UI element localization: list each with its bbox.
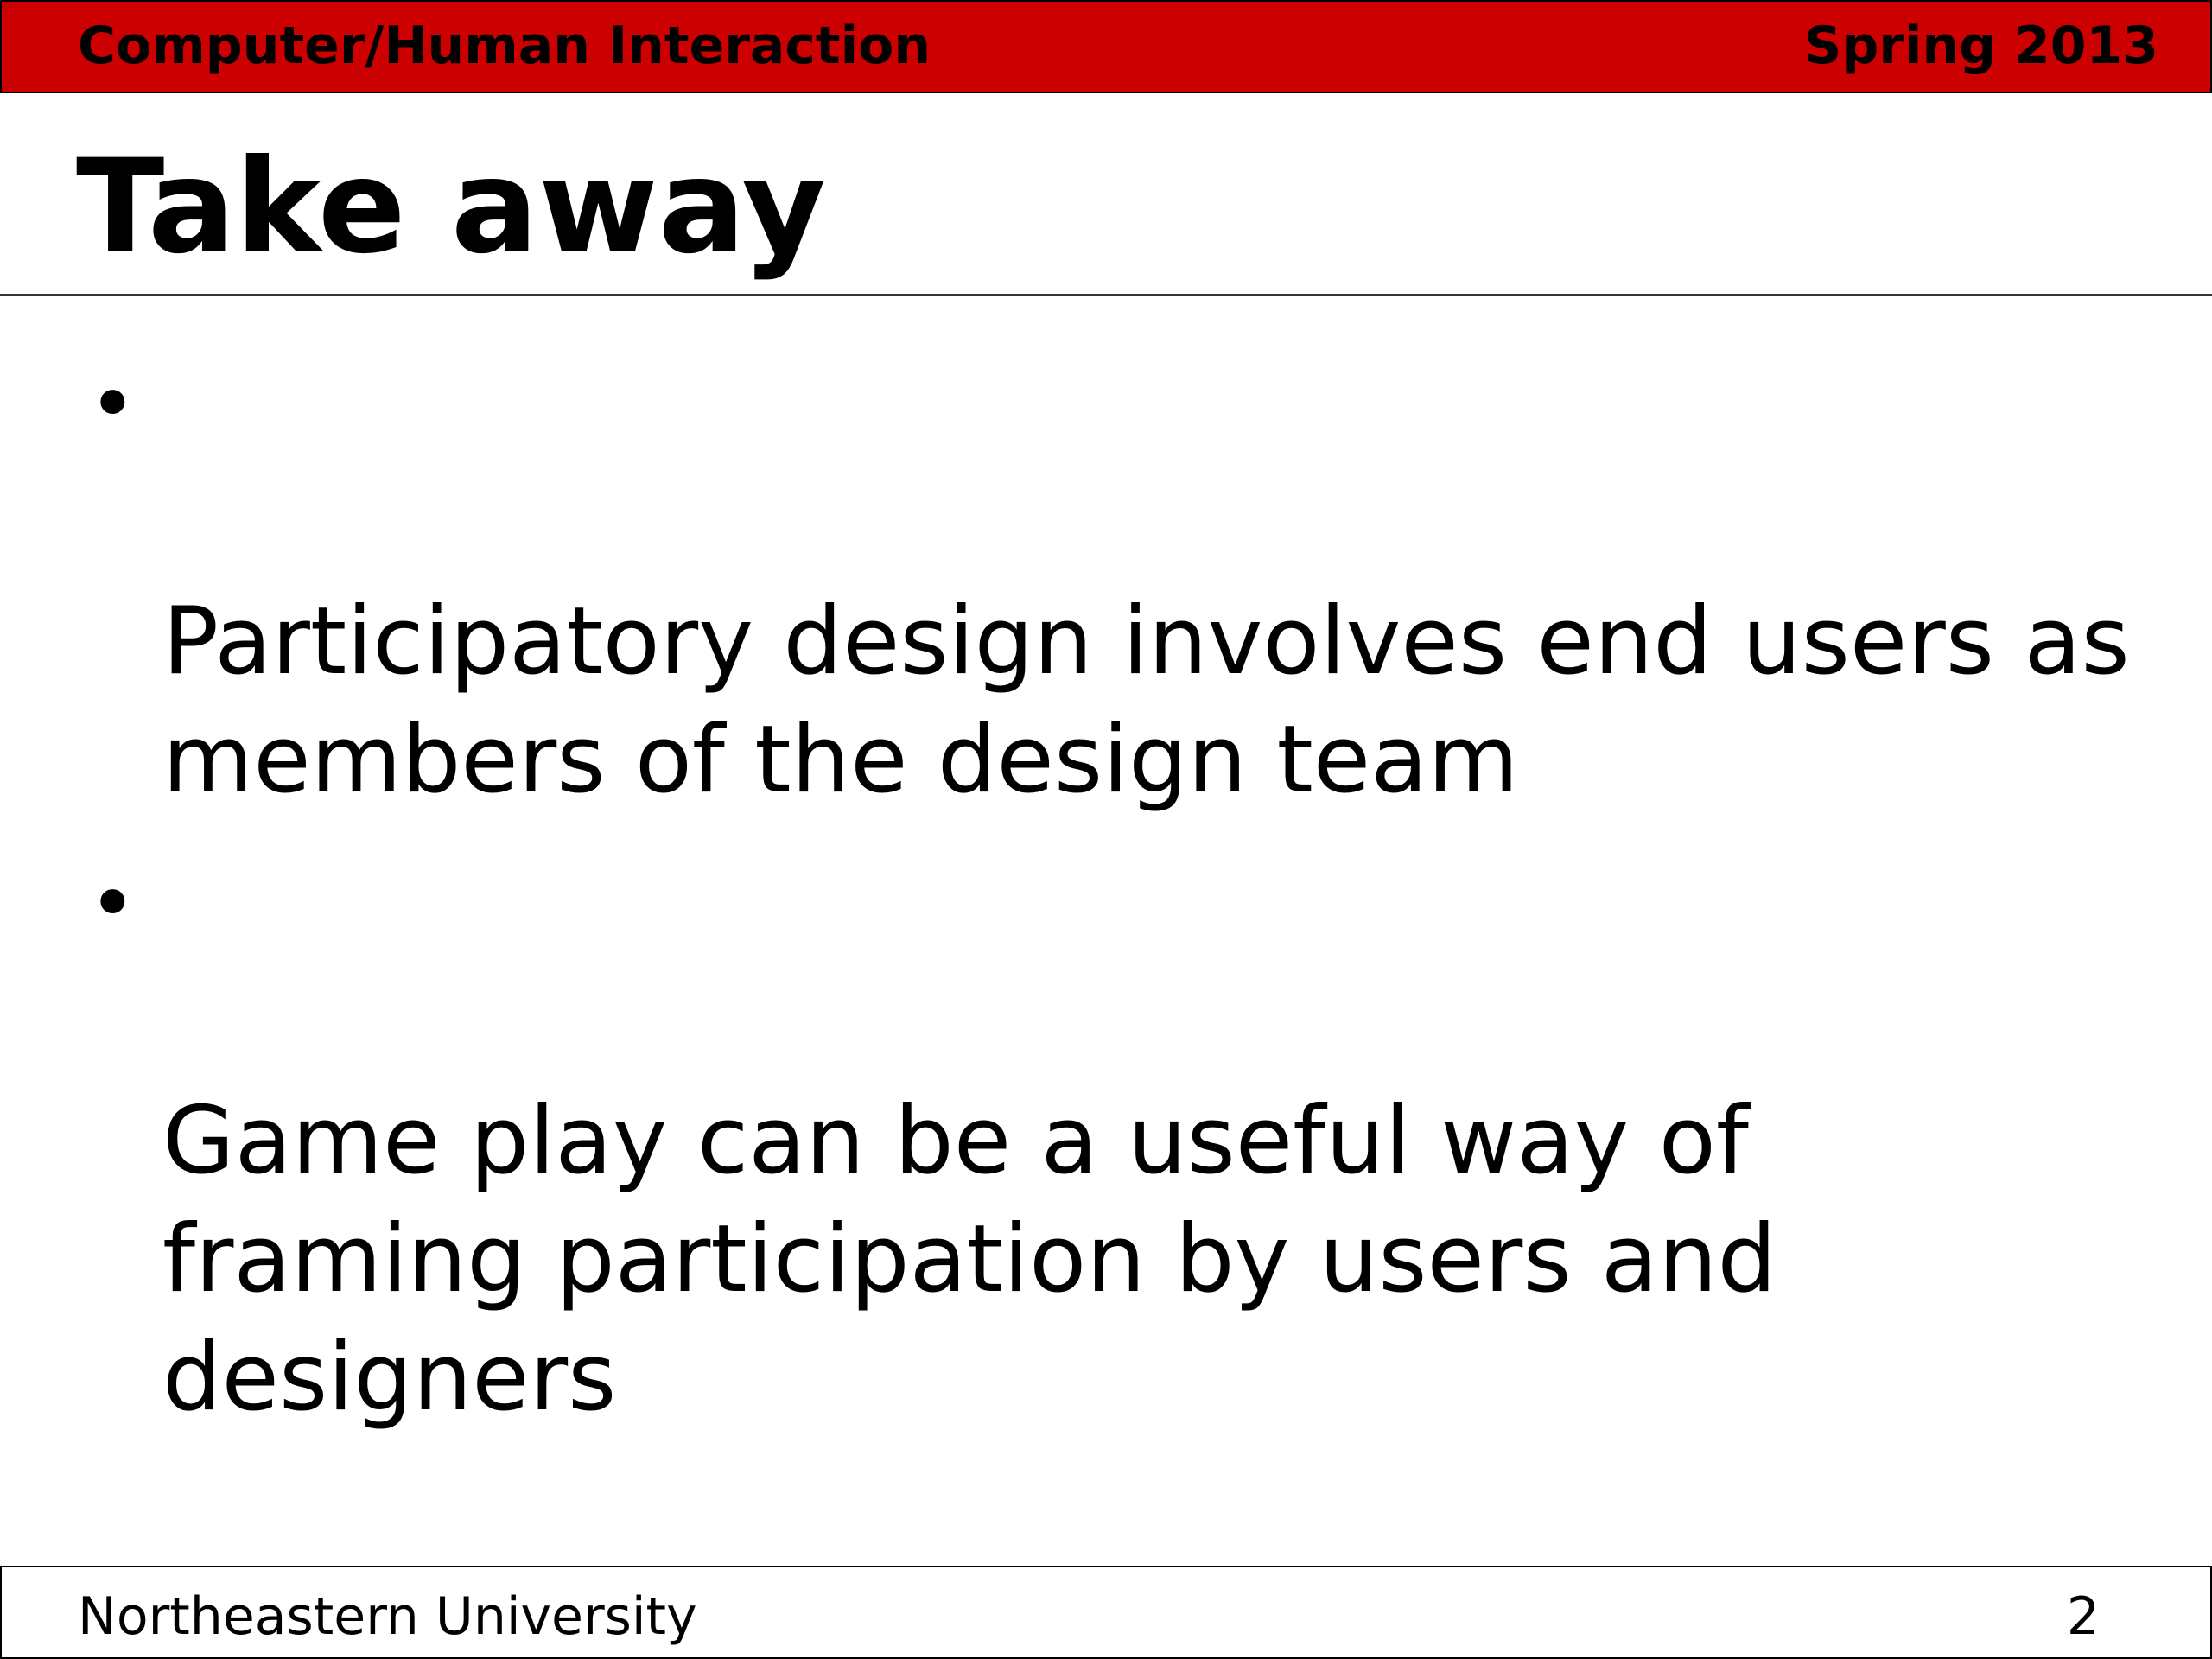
bullet-marker: • (88, 855, 137, 952)
organization-name: Northeastern University (78, 1586, 697, 1647)
bullet-list (78, 346, 2152, 1463)
slide-title: Take away (76, 132, 827, 283)
page-number: 2 (2066, 1586, 2100, 1647)
title-divider (0, 294, 2212, 296)
bullet-text: Participatory design involves end users as members of the design team (162, 588, 2130, 814)
course-title: Computer/Human Interaction (78, 16, 931, 76)
term-label: Spring 2013 (1804, 16, 2158, 76)
bullet-marker: • (88, 356, 137, 453)
bullet-item (78, 346, 2152, 819)
bullet-text: Game play can be a useful way of framing participation by users and designers (162, 1087, 1777, 1432)
bullet-item (78, 845, 2152, 1437)
